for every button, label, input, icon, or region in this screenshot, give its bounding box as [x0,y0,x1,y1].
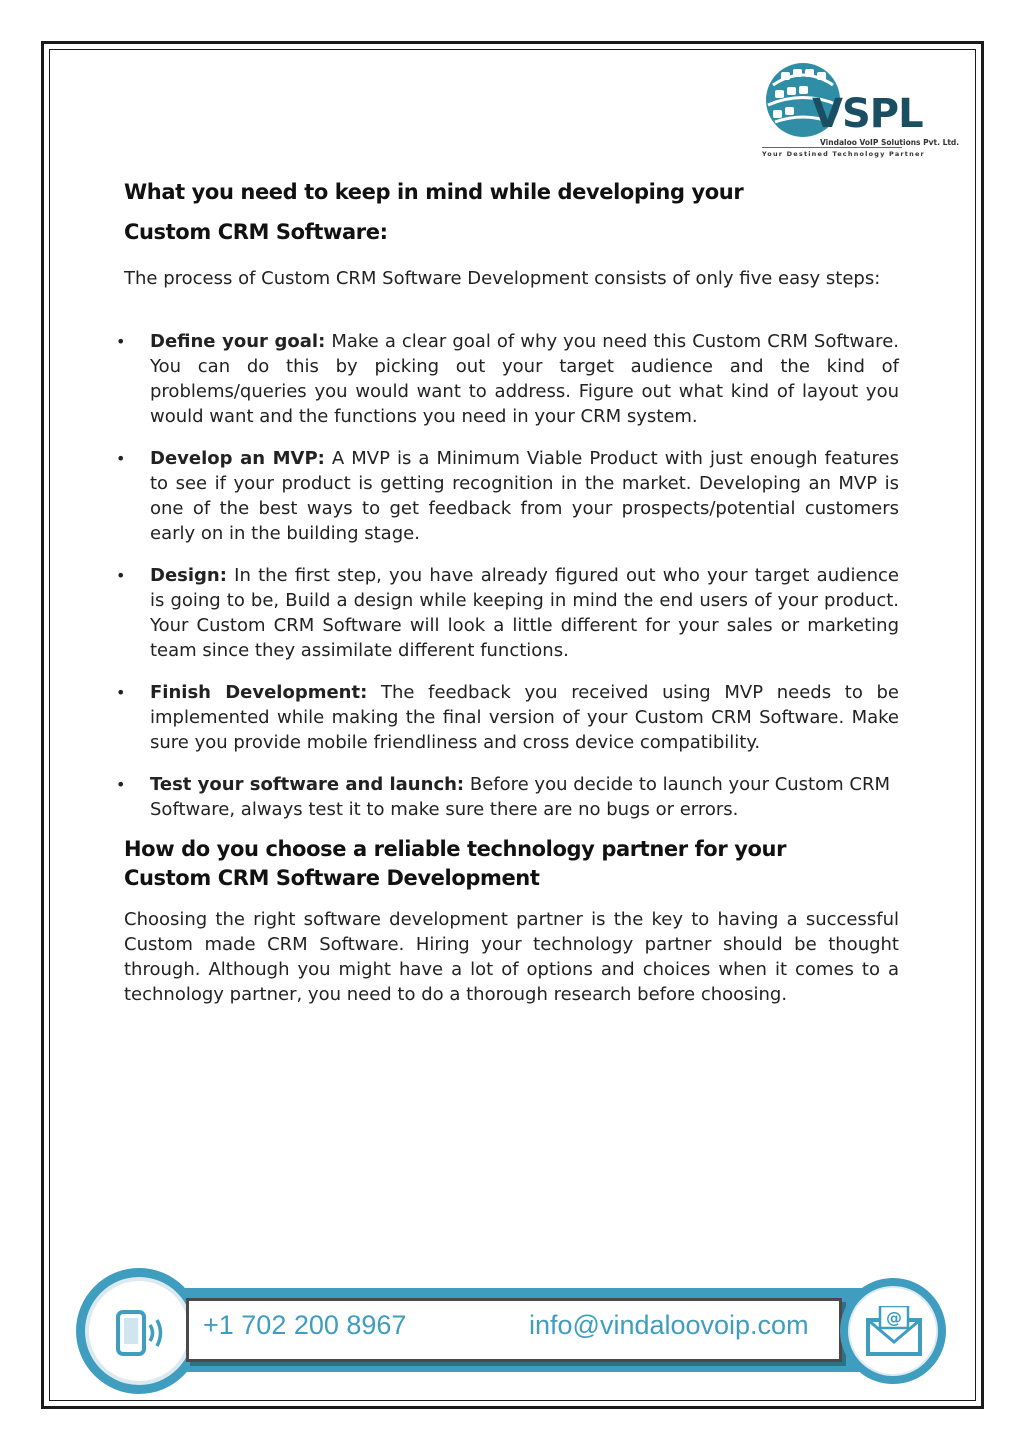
list-item [116,680,900,755]
contact-info-box [186,1298,842,1362]
bullet-icon: • [116,775,126,794]
heading-line-1: How do you choose a reliable technology partner for your [124,837,787,861]
email-address[interactable]: info@vindaloovoip.com [529,1310,809,1340]
svg-text:@: @ [886,1308,902,1327]
list-item [116,772,899,822]
step-title: Finish Development: [150,682,368,703]
logo-brand: VSPL [812,91,923,137]
intro-paragraph: The process of Custom CRM Software Development consists of only five easy steps: [124,268,881,289]
heading-line-1: What you need to keep in mind while developing your [124,180,744,204]
step-text: Before you decide to launch your Custom CRM Software, always test it to make sure there are no bugs or errors. [150,774,890,820]
step-text: In the first step, you have already figured out who your target audience is going to be, Build a design while keeping in mind the end users of your product. Your Custom CRM Software will look a little different for your sales or marketing team since they assimilate different functions. [150,565,899,661]
logo-divider [762,147,902,148]
list-item [116,446,899,546]
email-badge-inner [848,1286,938,1376]
list-item [116,329,899,429]
vspl-logo [760,58,960,160]
phone-number[interactable]: +1 702 200 8967 [203,1310,407,1340]
step-title: Develop an MVP: [150,448,325,469]
phone-badge-inner [85,1277,193,1385]
steps-list [116,329,900,822]
step-title: Define your goal: [150,331,326,352]
closing-paragraph: Choosing the right software development partner is the key to having a successful Custom made CRM Software. Hiring your technology partner should be thought through. Although you might have a lot of options and choices when it comes to a technology partner, you need to do a thorough research before choosing. [124,909,899,1005]
bullet-icon: • [116,683,126,702]
email-icon [866,1306,922,1356]
bullet-icon: • [116,449,126,468]
bullet-icon: • [116,566,126,585]
bullet-icon: • [116,332,126,351]
step-text: Make a clear goal of why you need this Custom CRM Software. You can do this by picking out your target audience and the kind of problems/queries you would want to address. Figure out what kind of layout you would want and the functions you need in your CRM system. [150,331,899,427]
step-title: Design: [150,565,227,586]
step-title: Test your software and launch: [150,774,465,795]
logo-company: Vindaloo VoIP Solutions Pvt. Ltd. [820,138,960,147]
logo-tagline: Your Destined Technology Partner [762,150,925,158]
contact-bar [76,1268,948,1394]
step-text: The feedback you received using MVP needs to be implemented while making the final version of your Custom CRM Software. Make sure you provide mobile friendliness and cross device compatibility. [150,682,900,753]
heading-line-2: Custom CRM Software Development [124,866,540,890]
step-text: A MVP is a Minimum Viable Product with just enough features to see if your product is getting recognition in the market. Developing an MVP is one of the best ways to get feedback from your prospects/potential customers early on in the building stage. [150,448,899,544]
phone-badge [76,1268,202,1394]
heading-keep-in-mind [124,172,899,252]
phone-icon [116,1308,166,1358]
list-item [116,563,899,663]
email-badge [840,1278,946,1384]
main-content [116,172,900,1007]
heading-technology-partner [124,835,899,893]
heading-line-2: Custom CRM Software: [124,220,388,244]
